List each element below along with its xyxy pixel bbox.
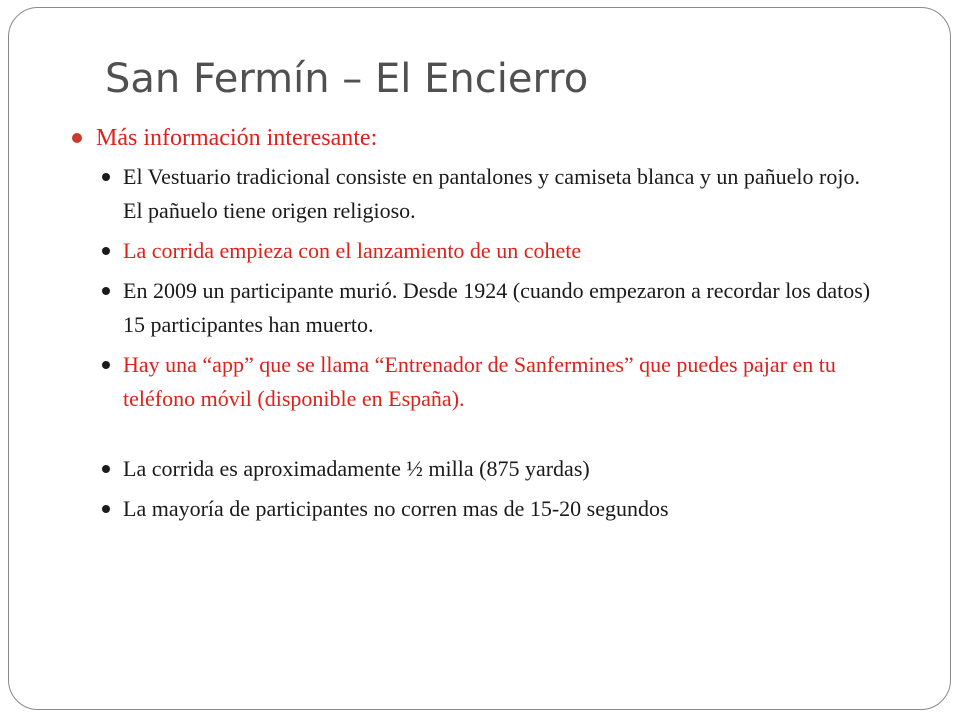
bullet-dot-icon: [72, 133, 82, 143]
bullet-dot-icon: [102, 287, 110, 295]
bullet-text: En 2009 un participante murió. Desde 1924 (cuando empezaron a recordar los datos) 15 participantes han muerto.: [123, 278, 871, 337]
bullet-text: Hay una “app” que se llama “Entrenador de Sanfermines” que puedes pajar en tu teléfono móvil (disponible en España).: [123, 352, 836, 411]
slide-title: San Fermín – El Encierro: [105, 56, 589, 102]
bullet-text: La corrida es aproximadamente ½ milla (875 yardas): [123, 456, 590, 481]
bullet-text: La corrida empieza con el lanzamiento de un cohete: [123, 238, 582, 263]
heading-bullet-text: Más información interesante:: [96, 125, 378, 151]
spacer: [72, 422, 872, 452]
bullet-dot-icon: [102, 247, 110, 255]
bullet-dot-icon: [102, 465, 110, 473]
bullet-item: [72, 160, 872, 228]
bullet-item: [72, 492, 872, 526]
bullet-item: [72, 348, 872, 416]
bullet-item: [72, 274, 872, 342]
heading-bullet: [72, 122, 872, 154]
bullet-text: La mayoría de participantes no corren mas de 15-20 segundos: [123, 496, 669, 521]
bullet-dot-icon: [102, 505, 110, 513]
bullet-dot-icon: [102, 173, 110, 181]
bullet-item: [72, 234, 872, 268]
bullet-item: [72, 452, 872, 486]
bullet-text: El Vestuario tradicional consiste en pantalones y camiseta blanca y un pañuelo rojo. El pañuelo tiene origen religioso.: [123, 164, 860, 223]
bullet-dot-icon: [102, 361, 110, 369]
slide-content: [72, 122, 872, 532]
